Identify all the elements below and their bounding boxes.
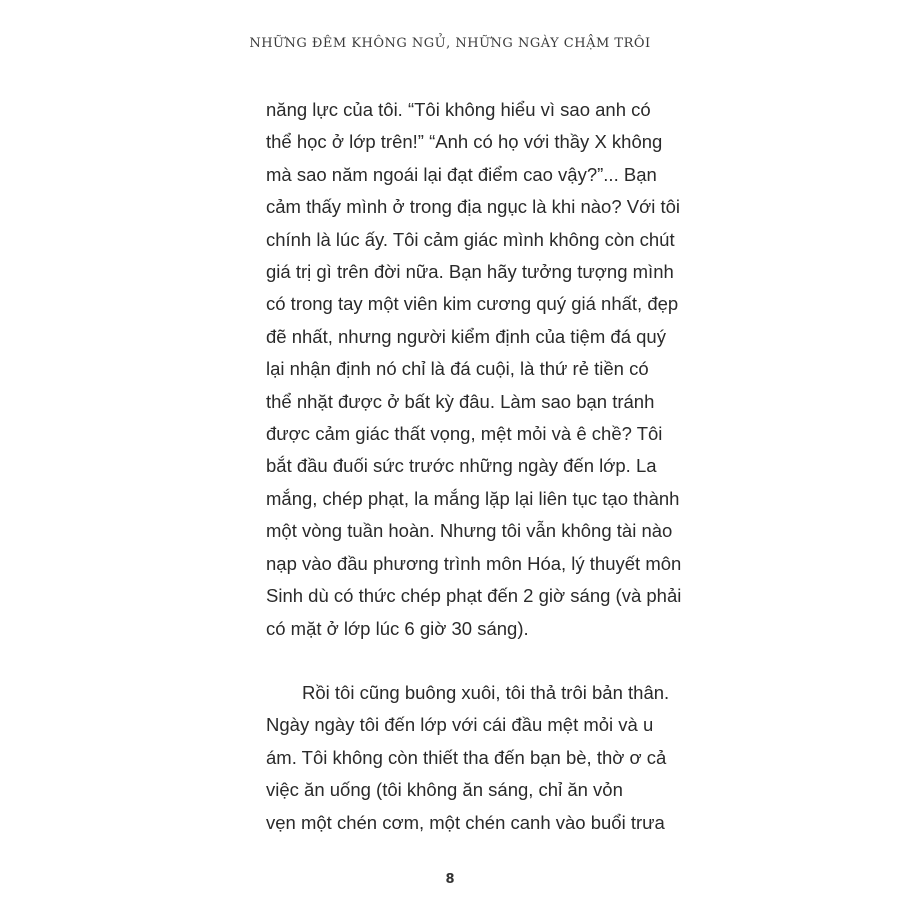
paragraph-1 (266, 94, 706, 645)
paragraph-spacer (266, 645, 706, 677)
text-line: cảm thấy mình ở trong địa ngục là khi nào? Với tôi (266, 196, 681, 218)
text-line: chính là lúc ấy. Tôi cảm giác mình không còn chút (266, 228, 675, 250)
text-line: thể học ở lớp trên!” “Anh có họ với thầy X không (266, 131, 663, 153)
text-line: vẹn một chén cơm, một chén canh vào buổi trưa (266, 811, 665, 833)
text-line: việc ăn uống (tôi không ăn sáng, chỉ ăn vỏn (266, 779, 623, 801)
text-line: một vòng tuần hoàn. Nhưng tôi vẫn không tài nào (266, 520, 673, 542)
running-header-title: NHỮNG ĐÊM KHÔNG NGỦ, NHỮNG NGÀY CHẬM TRÔI (249, 36, 651, 51)
text-line: Sinh dù có thức chép phạt đến 2 giờ sáng (và phải (266, 585, 682, 607)
text-line: có trong tay một viên kim cương quý giá nhất, đẹp (266, 293, 679, 315)
text-line: thể nhặt được ở bất kỳ đâu. Làm sao bạn tránh (266, 390, 655, 412)
text-line: bắt đầu đuối sức trước những ngày đến lớp. La (266, 455, 657, 477)
text-line: được cảm giác thất vọng, mệt mỏi và ê chề? Tôi (266, 423, 663, 445)
text-line: lại nhận định nó chỉ là đá cuội, là thứ rẻ tiền có (266, 358, 649, 380)
body-text (266, 94, 706, 839)
text-line: năng lực của tôi. “Tôi không hiểu vì sao anh có (266, 99, 651, 120)
text-line: đẽ nhất, nhưng người kiểm định của tiệm đá quý (266, 325, 666, 347)
text-line: nạp vào đầu phương trình môn Hóa, lý thuyết môn (266, 552, 682, 574)
text-line: mà sao năm ngoái lại đạt điểm cao vậy?”... Bạn (266, 163, 657, 185)
text-line: ám. Tôi không còn thiết tha đến bạn bè, thờ ơ cả (266, 746, 667, 768)
text-line: giá trị gì trên đời nữa. Bạn hãy tưởng tượng mình (266, 261, 674, 283)
text-line: mắng, chép phạt, la mắng lặp lại liên tục tạo thành (266, 487, 680, 509)
page-number: 8 (445, 872, 455, 887)
text-line: Ngày ngày tôi đến lớp với cái đầu mệt mỏi và u (266, 714, 654, 736)
text-line: có mặt ở lớp lúc 6 giờ 30 sáng). (266, 617, 529, 639)
text-line: Rồi tôi cũng buông xuôi, tôi thả trôi bản thân. (302, 681, 670, 703)
paragraph-2 (266, 677, 706, 839)
